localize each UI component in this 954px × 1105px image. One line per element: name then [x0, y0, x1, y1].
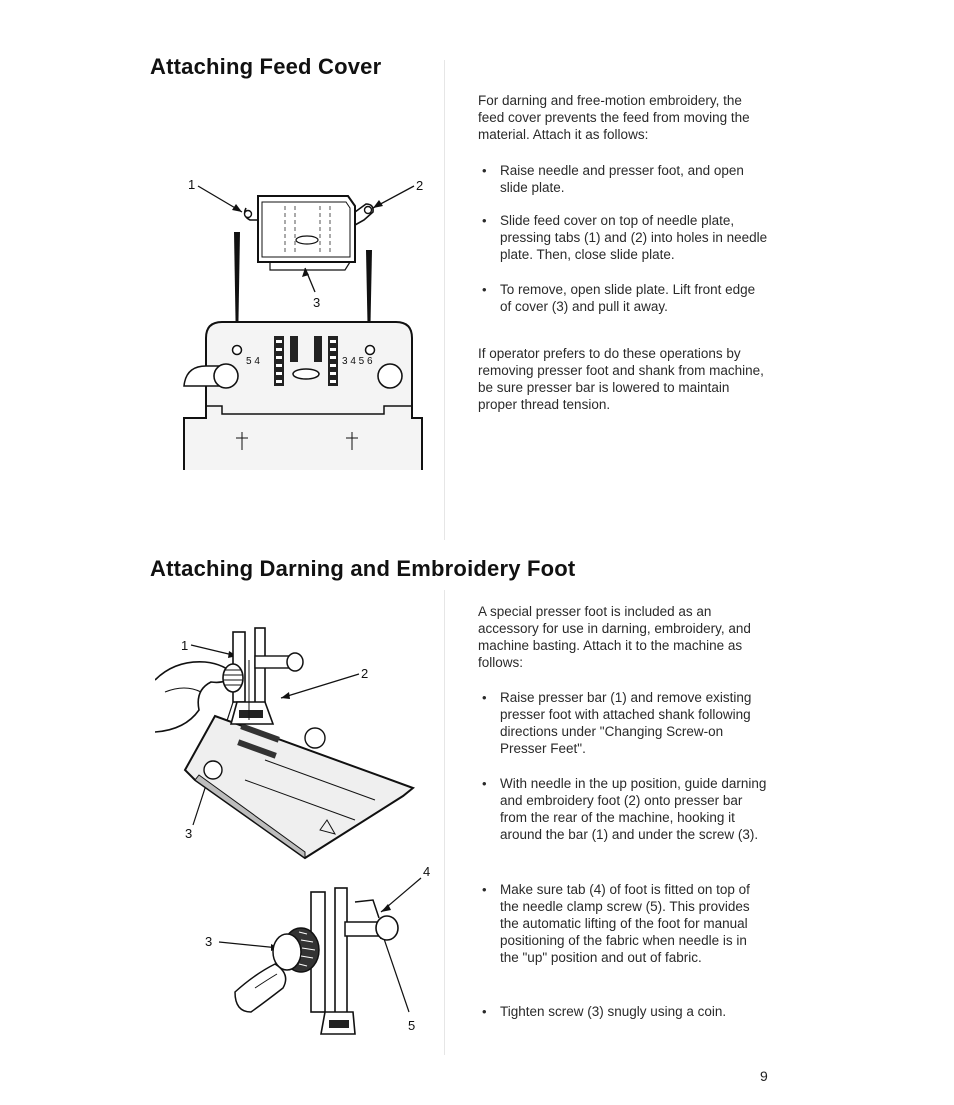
plate-numbers-right: 3 4 5 6 — [342, 356, 373, 367]
list-item: • Tighten screw (3) snugly using a coin. — [478, 1003, 768, 1020]
section-title: Attaching Darning and Embroidery Foot — [150, 556, 576, 581]
callout-2: 2 — [361, 666, 369, 681]
column-rule — [444, 60, 445, 540]
callout-4: 4 — [423, 864, 431, 879]
list-item: • Make sure tab (4) of foot is fitted on top of the needle clamp screw (5). This provides the automatic lifting of the foot for manual positioning of the fabric when needle is in the "up" position and out of fabric. — [478, 881, 768, 966]
callout-1: 1 — [188, 177, 196, 192]
list-item: • With needle in the up position, guide darning and embroidery foot (2) onto presser bar from the rear of the machine, hooking it around the bar (1) and under the screw (3). — [478, 775, 768, 843]
callout-3: 3 — [205, 934, 213, 949]
intro-paragraph: A special presser foot is included as an accessory for use in darning, embroidery, and machine basting. Attach it to the machine as follows: — [478, 604, 751, 670]
list-item: • Raise needle and presser foot, and open slide plate. — [478, 162, 768, 196]
intro-paragraph: For darning and free-motion embroidery, the feed cover prevents the feed from moving the material. Attach it as follows: — [478, 93, 750, 142]
needle-clamp-screw-illustration — [195, 862, 445, 1042]
feed-cover-illustration — [170, 170, 430, 470]
list-item: • Raise presser bar (1) and remove existing presser foot with attached shank following directions under "Changing Screw-on Presser Feet". — [478, 689, 768, 757]
callout-5: 5 — [408, 1018, 416, 1033]
callout-2: 2 — [416, 178, 424, 193]
list-item: • Slide feed cover on top of needle plate, pressing tabs (1) and (2) into holes in needle plate. Then, close slide plate. — [478, 212, 768, 263]
callout-3: 3 — [313, 295, 321, 310]
note-paragraph: If operator prefers to do these operations by removing presser foot and shank from machine, be sure presser bar is lowered to maintain proper thread tension. — [478, 346, 764, 412]
callout-3: 3 — [185, 826, 193, 841]
plate-numbers-left: 5 4 — [246, 356, 260, 367]
callout-1: 1 — [181, 638, 189, 653]
list-item: • To remove, open slide plate. Lift front edge of cover (3) and pull it away. — [478, 281, 768, 315]
page-number: 9 — [760, 1068, 768, 1084]
section-title: Attaching Feed Cover — [150, 54, 382, 79]
darning-foot-attach-illustration — [155, 620, 415, 860]
